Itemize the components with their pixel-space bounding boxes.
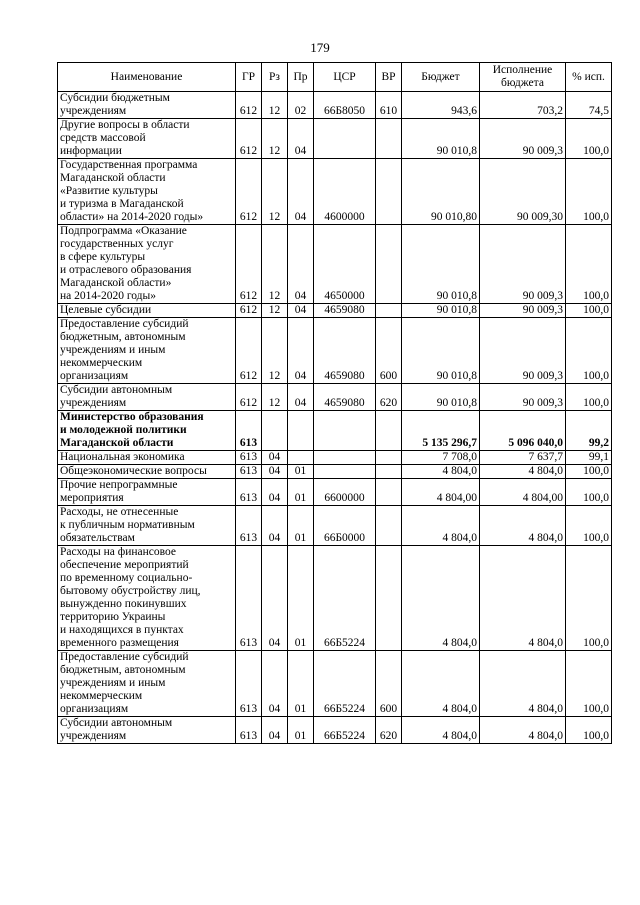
table-row bbox=[58, 506, 612, 546]
cell-execution: 90 009,3 bbox=[480, 119, 566, 159]
cell-csr: 6600000 bbox=[314, 479, 376, 506]
cell-execution: 7 637,7 bbox=[480, 451, 566, 465]
cell-csr: 4650000 bbox=[314, 225, 376, 304]
cell-csr: 66Б5224 bbox=[314, 717, 376, 744]
cell-vr bbox=[376, 451, 402, 465]
cell-csr: 66Б5224 bbox=[314, 546, 376, 651]
cell-name: Министерство образования и молодежной политики Магаданской области bbox=[58, 411, 236, 451]
cell-name: Субсидии автономным учреждениям bbox=[58, 384, 236, 411]
cell-budget: 90 010,8 bbox=[402, 304, 480, 318]
cell-csr: 4659080 bbox=[314, 318, 376, 384]
cell-execution: 90 009,3 bbox=[480, 318, 566, 384]
cell-name: Расходы на финансовое обеспечение мероприятий по временному социально- бытовому обустройству лиц, вынужденно покинувших территорию Украины и находящихся в пунктах временного размещения bbox=[58, 546, 236, 651]
table-row bbox=[58, 465, 612, 479]
cell-gr: 613 bbox=[236, 451, 262, 465]
cell-execution: 4 804,00 bbox=[480, 479, 566, 506]
table-row bbox=[58, 411, 612, 451]
table-row bbox=[58, 451, 612, 465]
cell-execution: 90 009,3 bbox=[480, 384, 566, 411]
cell-budget: 7 708,0 bbox=[402, 451, 480, 465]
cell-name: Прочие непрограммные мероприятия bbox=[58, 479, 236, 506]
cell-percent: 99,2 bbox=[566, 411, 612, 451]
cell-name: Целевые субсидии bbox=[58, 304, 236, 318]
table-row bbox=[58, 384, 612, 411]
cell-rz: 12 bbox=[262, 92, 288, 119]
cell-percent: 100,0 bbox=[566, 506, 612, 546]
header-percent: % исп. bbox=[566, 63, 612, 92]
cell-vr bbox=[376, 411, 402, 451]
cell-percent: 74,5 bbox=[566, 92, 612, 119]
cell-name: Субсидии бюджетным учреждениям bbox=[58, 92, 236, 119]
cell-vr: 620 bbox=[376, 384, 402, 411]
cell-name: Подпрограмма «Оказание государственных услуг в сфере культуры и отраслевого образования Магаданской области» на 2014-2020 годы» bbox=[58, 225, 236, 304]
cell-vr: 610 bbox=[376, 92, 402, 119]
cell-execution: 703,2 bbox=[480, 92, 566, 119]
cell-pr: 04 bbox=[288, 119, 314, 159]
cell-gr: 613 bbox=[236, 717, 262, 744]
cell-pr bbox=[288, 451, 314, 465]
cell-csr bbox=[314, 411, 376, 451]
cell-rz: 04 bbox=[262, 651, 288, 717]
cell-execution: 4 804,0 bbox=[480, 506, 566, 546]
cell-budget: 4 804,0 bbox=[402, 506, 480, 546]
cell-percent: 100,0 bbox=[566, 651, 612, 717]
cell-budget: 4 804,0 bbox=[402, 717, 480, 744]
cell-percent: 100,0 bbox=[566, 318, 612, 384]
table-row bbox=[58, 479, 612, 506]
cell-rz: 12 bbox=[262, 225, 288, 304]
cell-pr: 04 bbox=[288, 225, 314, 304]
cell-vr: 620 bbox=[376, 717, 402, 744]
table-body bbox=[58, 92, 612, 744]
table-row bbox=[58, 318, 612, 384]
cell-csr bbox=[314, 465, 376, 479]
cell-budget: 4 804,0 bbox=[402, 651, 480, 717]
cell-execution: 90 009,3 bbox=[480, 304, 566, 318]
cell-percent: 100,0 bbox=[566, 304, 612, 318]
cell-budget: 943,6 bbox=[402, 92, 480, 119]
cell-pr: 01 bbox=[288, 506, 314, 546]
cell-percent: 100,0 bbox=[566, 119, 612, 159]
cell-execution: 5 096 040,0 bbox=[480, 411, 566, 451]
cell-rz: 12 bbox=[262, 318, 288, 384]
cell-execution: 90 009,30 bbox=[480, 159, 566, 225]
cell-execution: 4 804,0 bbox=[480, 465, 566, 479]
cell-percent: 100,0 bbox=[566, 384, 612, 411]
header-name: Наименование bbox=[58, 63, 236, 92]
cell-budget: 4 804,0 bbox=[402, 546, 480, 651]
cell-csr: 4659080 bbox=[314, 304, 376, 318]
cell-execution: 4 804,0 bbox=[480, 546, 566, 651]
header-pr: Пр bbox=[288, 63, 314, 92]
cell-gr: 613 bbox=[236, 479, 262, 506]
cell-rz: 04 bbox=[262, 465, 288, 479]
table-row bbox=[58, 546, 612, 651]
cell-pr: 02 bbox=[288, 92, 314, 119]
cell-name: Другие вопросы в области средств массовой информации bbox=[58, 119, 236, 159]
cell-name: Общеэкономические вопросы bbox=[58, 465, 236, 479]
cell-vr bbox=[376, 506, 402, 546]
cell-name: Субсидии автономным учреждениям bbox=[58, 717, 236, 744]
cell-vr bbox=[376, 119, 402, 159]
cell-rz: 04 bbox=[262, 506, 288, 546]
header-vr: ВР bbox=[376, 63, 402, 92]
cell-budget: 90 010,80 bbox=[402, 159, 480, 225]
cell-percent: 100,0 bbox=[566, 465, 612, 479]
cell-name: Расходы, не отнесенные к публичным нормативным обязательствам bbox=[58, 506, 236, 546]
cell-pr: 01 bbox=[288, 651, 314, 717]
cell-pr: 04 bbox=[288, 384, 314, 411]
table-header-row bbox=[58, 63, 612, 92]
cell-percent: 100,0 bbox=[566, 546, 612, 651]
cell-csr: 4600000 bbox=[314, 159, 376, 225]
cell-rz: 12 bbox=[262, 304, 288, 318]
cell-name: Государственная программа Магаданской области «Развитие культуры и туризма в Магаданской области» на 2014-2020 годы» bbox=[58, 159, 236, 225]
cell-rz: 04 bbox=[262, 479, 288, 506]
cell-gr: 612 bbox=[236, 119, 262, 159]
cell-pr: 04 bbox=[288, 159, 314, 225]
cell-gr: 612 bbox=[236, 318, 262, 384]
cell-gr: 612 bbox=[236, 384, 262, 411]
cell-pr: 04 bbox=[288, 318, 314, 384]
cell-vr bbox=[376, 159, 402, 225]
cell-csr: 66Б5224 bbox=[314, 651, 376, 717]
cell-csr bbox=[314, 451, 376, 465]
cell-budget: 90 010,8 bbox=[402, 384, 480, 411]
cell-execution: 4 804,0 bbox=[480, 717, 566, 744]
cell-vr bbox=[376, 479, 402, 506]
cell-name: Предоставление субсидий бюджетным, автономным учреждениям и иным некоммерческим организациям bbox=[58, 318, 236, 384]
cell-percent: 100,0 bbox=[566, 717, 612, 744]
cell-gr: 613 bbox=[236, 546, 262, 651]
cell-gr: 612 bbox=[236, 225, 262, 304]
cell-pr: 01 bbox=[288, 546, 314, 651]
cell-vr: 600 bbox=[376, 651, 402, 717]
table-row bbox=[58, 159, 612, 225]
table-row bbox=[58, 651, 612, 717]
header-execution: Исполнение бюджета bbox=[480, 63, 566, 92]
cell-rz: 04 bbox=[262, 451, 288, 465]
page-number: 179 bbox=[310, 40, 330, 55]
cell-pr: 01 bbox=[288, 479, 314, 506]
cell-gr: 612 bbox=[236, 92, 262, 119]
table-row bbox=[58, 717, 612, 744]
cell-percent: 100,0 bbox=[566, 225, 612, 304]
cell-budget: 5 135 296,7 bbox=[402, 411, 480, 451]
cell-rz bbox=[262, 411, 288, 451]
cell-budget: 4 804,0 bbox=[402, 465, 480, 479]
cell-pr: 01 bbox=[288, 717, 314, 744]
table-row bbox=[58, 92, 612, 119]
cell-budget: 90 010,8 bbox=[402, 119, 480, 159]
header-gr: ГР bbox=[236, 63, 262, 92]
cell-vr bbox=[376, 546, 402, 651]
cell-gr: 613 bbox=[236, 465, 262, 479]
cell-percent: 99,1 bbox=[566, 451, 612, 465]
cell-name: Предоставление субсидий бюджетным, автономным учреждениям и иным некоммерческим организациям bbox=[58, 651, 236, 717]
cell-rz: 04 bbox=[262, 546, 288, 651]
table-row bbox=[58, 304, 612, 318]
cell-vr: 600 bbox=[376, 318, 402, 384]
cell-budget: 4 804,00 bbox=[402, 479, 480, 506]
cell-vr bbox=[376, 225, 402, 304]
cell-csr bbox=[314, 119, 376, 159]
cell-csr: 4659080 bbox=[314, 384, 376, 411]
cell-pr: 04 bbox=[288, 304, 314, 318]
budget-table bbox=[57, 62, 612, 744]
cell-execution: 90 009,3 bbox=[480, 225, 566, 304]
cell-rz: 12 bbox=[262, 159, 288, 225]
cell-csr: 66Б8050 bbox=[314, 92, 376, 119]
cell-gr: 612 bbox=[236, 159, 262, 225]
cell-gr: 613 bbox=[236, 506, 262, 546]
table-row bbox=[58, 225, 612, 304]
header-rz: Рз bbox=[262, 63, 288, 92]
cell-rz: 04 bbox=[262, 717, 288, 744]
cell-csr: 66Б0000 bbox=[314, 506, 376, 546]
cell-percent: 100,0 bbox=[566, 479, 612, 506]
cell-budget: 90 010,8 bbox=[402, 318, 480, 384]
cell-vr bbox=[376, 465, 402, 479]
cell-gr: 612 bbox=[236, 304, 262, 318]
cell-rz: 12 bbox=[262, 119, 288, 159]
cell-execution: 4 804,0 bbox=[480, 651, 566, 717]
table-row bbox=[58, 119, 612, 159]
cell-gr: 613 bbox=[236, 651, 262, 717]
cell-rz: 12 bbox=[262, 384, 288, 411]
cell-vr bbox=[376, 304, 402, 318]
cell-pr bbox=[288, 411, 314, 451]
cell-gr: 613 bbox=[236, 411, 262, 451]
header-csr: ЦСР bbox=[314, 63, 376, 92]
header-budget: Бюджет bbox=[402, 63, 480, 92]
cell-pr: 01 bbox=[288, 465, 314, 479]
cell-budget: 90 010,8 bbox=[402, 225, 480, 304]
cell-percent: 100,0 bbox=[566, 159, 612, 225]
cell-name: Национальная экономика bbox=[58, 451, 236, 465]
